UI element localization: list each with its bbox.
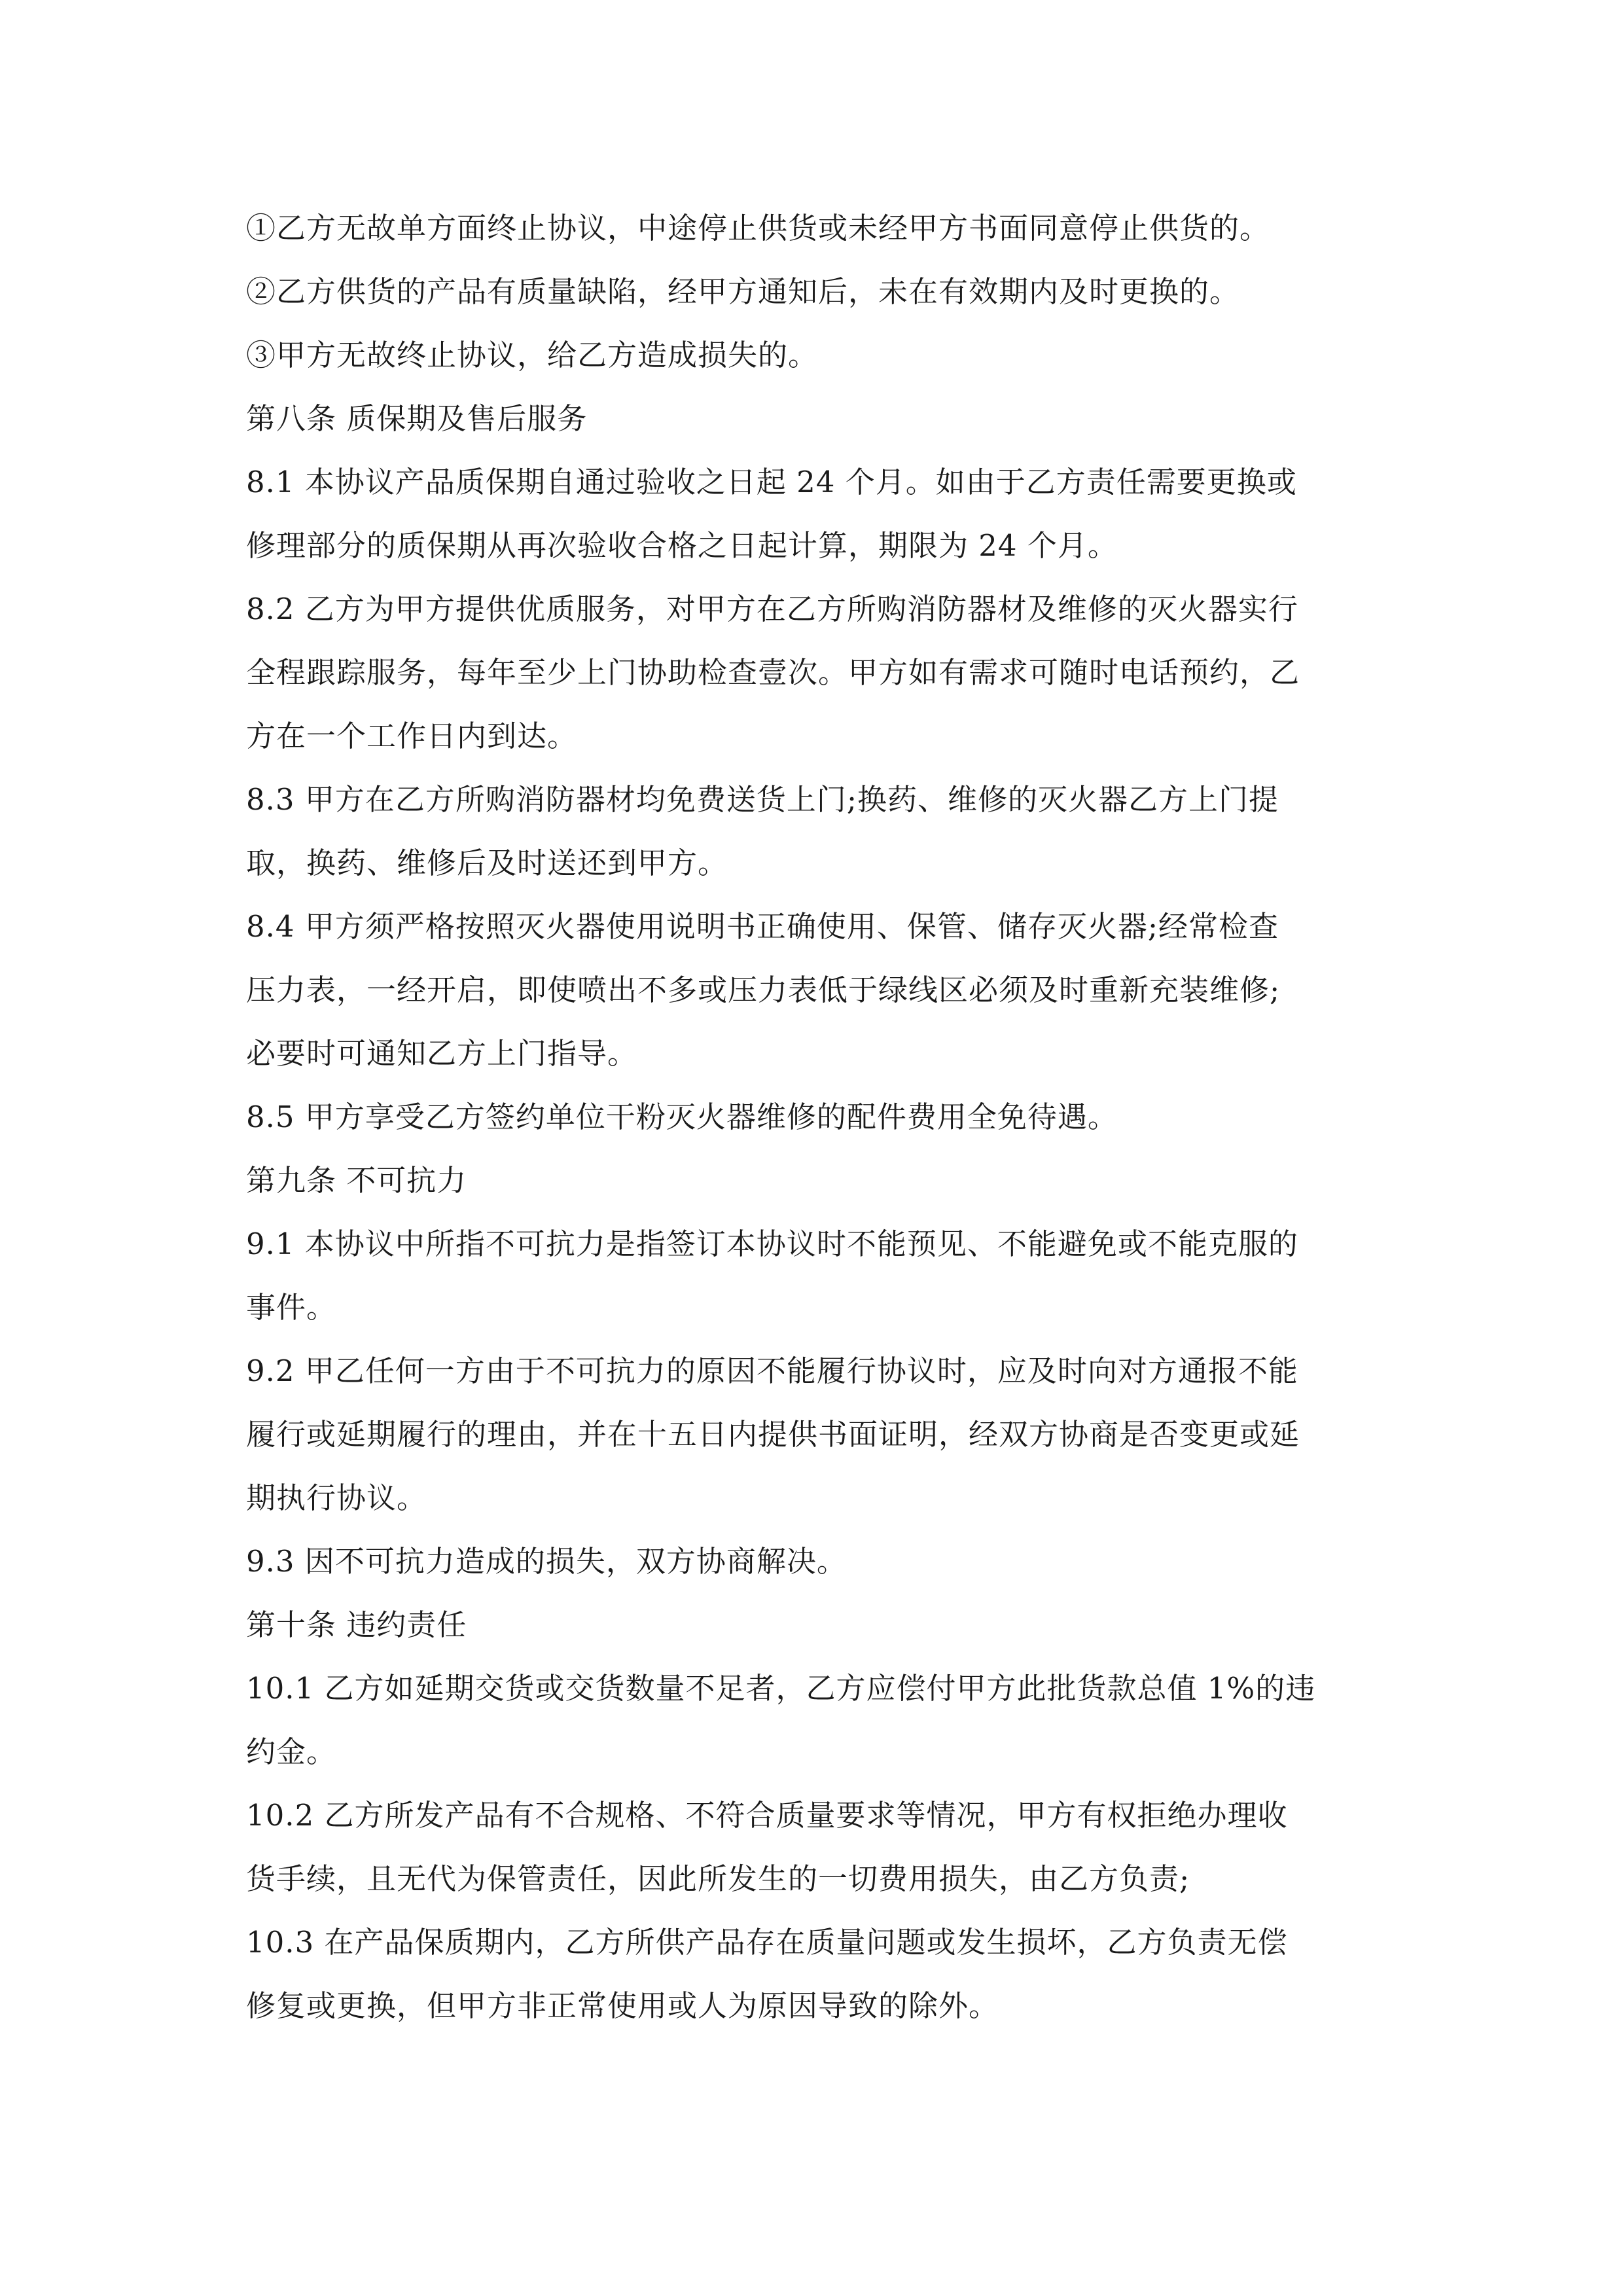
text-line: 8.2 乙方为甲方提供优质服务，对甲方在乙方所购消防器材及维修的灭火器实行 [246, 592, 1298, 626]
text-line: ②乙方供货的产品有质量缺陷，经甲方通知后，未在有效期内及时更换的。 [246, 274, 1240, 309]
text-line: 8.4 甲方须严格按照灭火器使用说明书正确使用、保管、储存灭火器;经常检查 [246, 909, 1279, 944]
text-line: 方在一个工作日内到达。 [246, 719, 578, 753]
text-line: 9.3 因不可抗力造成的损失，双方协商解决。 [246, 1544, 847, 1579]
text-line: 履行或延期履行的理由，并在十五日内提供书面证明，经双方协商是否变更或延 [246, 1417, 1300, 1452]
text-line: 取，换药、维修后及时送还到甲方。 [246, 846, 728, 880]
text-line: 约金。 [246, 1734, 337, 1769]
text-line: 10.2 乙方所发产品有不合规格、不符合质量要求等情况，甲方有权拒绝办理收 [246, 1798, 1288, 1833]
text-line: 9.2 甲乙任何一方由于不可抗力的原因不能履行协议时，应及时向对方通报不能 [246, 1354, 1298, 1388]
text-line: 8.1 本协议产品质保期自通过验收之日起 24 个月。如由于乙方责任需要更换或 [246, 465, 1297, 499]
text-line: 修理部分的质保期从再次验收合格之日起计算，期限为 24 个月。 [246, 528, 1118, 563]
section-heading: 第十条 违约责任 [246, 1607, 467, 1642]
text-line: 必要时可通知乙方上门指导。 [246, 1036, 638, 1071]
text-line: ①乙方无故单方面终止协议，中途停止供货或未经甲方书面同意停止供货的。 [246, 211, 1270, 245]
text-line: 事件。 [246, 1290, 337, 1325]
text-line: 9.1 本协议中所指不可抗力是指签订本协议时不能预见、不能避免或不能克服的 [246, 1227, 1298, 1261]
document-page [246, 196, 1388, 2037]
text-line: 修复或更换，但甲方非正常使用或人为原因导致的除外。 [246, 1988, 999, 2023]
section-heading: 第九条 不可抗力 [246, 1163, 467, 1198]
text-line: 期执行协议。 [246, 1480, 427, 1515]
text-line: 8.3 甲方在乙方所购消防器材均免费送货上门;换药、维修的灭火器乙方上门提 [246, 782, 1279, 817]
text-line: 10.3 在产品保质期内，乙方所供产品存在质量问题或发生损坏，乙方负责无偿 [246, 1925, 1288, 1960]
text-line: 10.1 乙方如延期交货或交货数量不足者，乙方应偿付甲方此批货款总值 1%的违 [246, 1671, 1316, 1706]
section-heading: 第八条 质保期及售后服务 [246, 401, 588, 436]
text-line: 货手续，且无代为保管责任，因此所发生的一切费用损失，由乙方负责; [246, 1861, 1190, 1896]
text-line: 8.5 甲方享受乙方签约单位干粉灭火器维修的配件费用全免待遇。 [246, 1100, 1118, 1134]
text-line: ③甲方无故终止协议，给乙方造成损失的。 [246, 338, 819, 372]
text-line: 全程跟踪服务，每年至少上门协助检查壹次。甲方如有需求可随时电话预约，乙 [246, 655, 1300, 690]
text-line: 压力表，一经开启，即使喷出不多或压力表低于绿线区必须及时重新充装维修; [246, 973, 1281, 1007]
